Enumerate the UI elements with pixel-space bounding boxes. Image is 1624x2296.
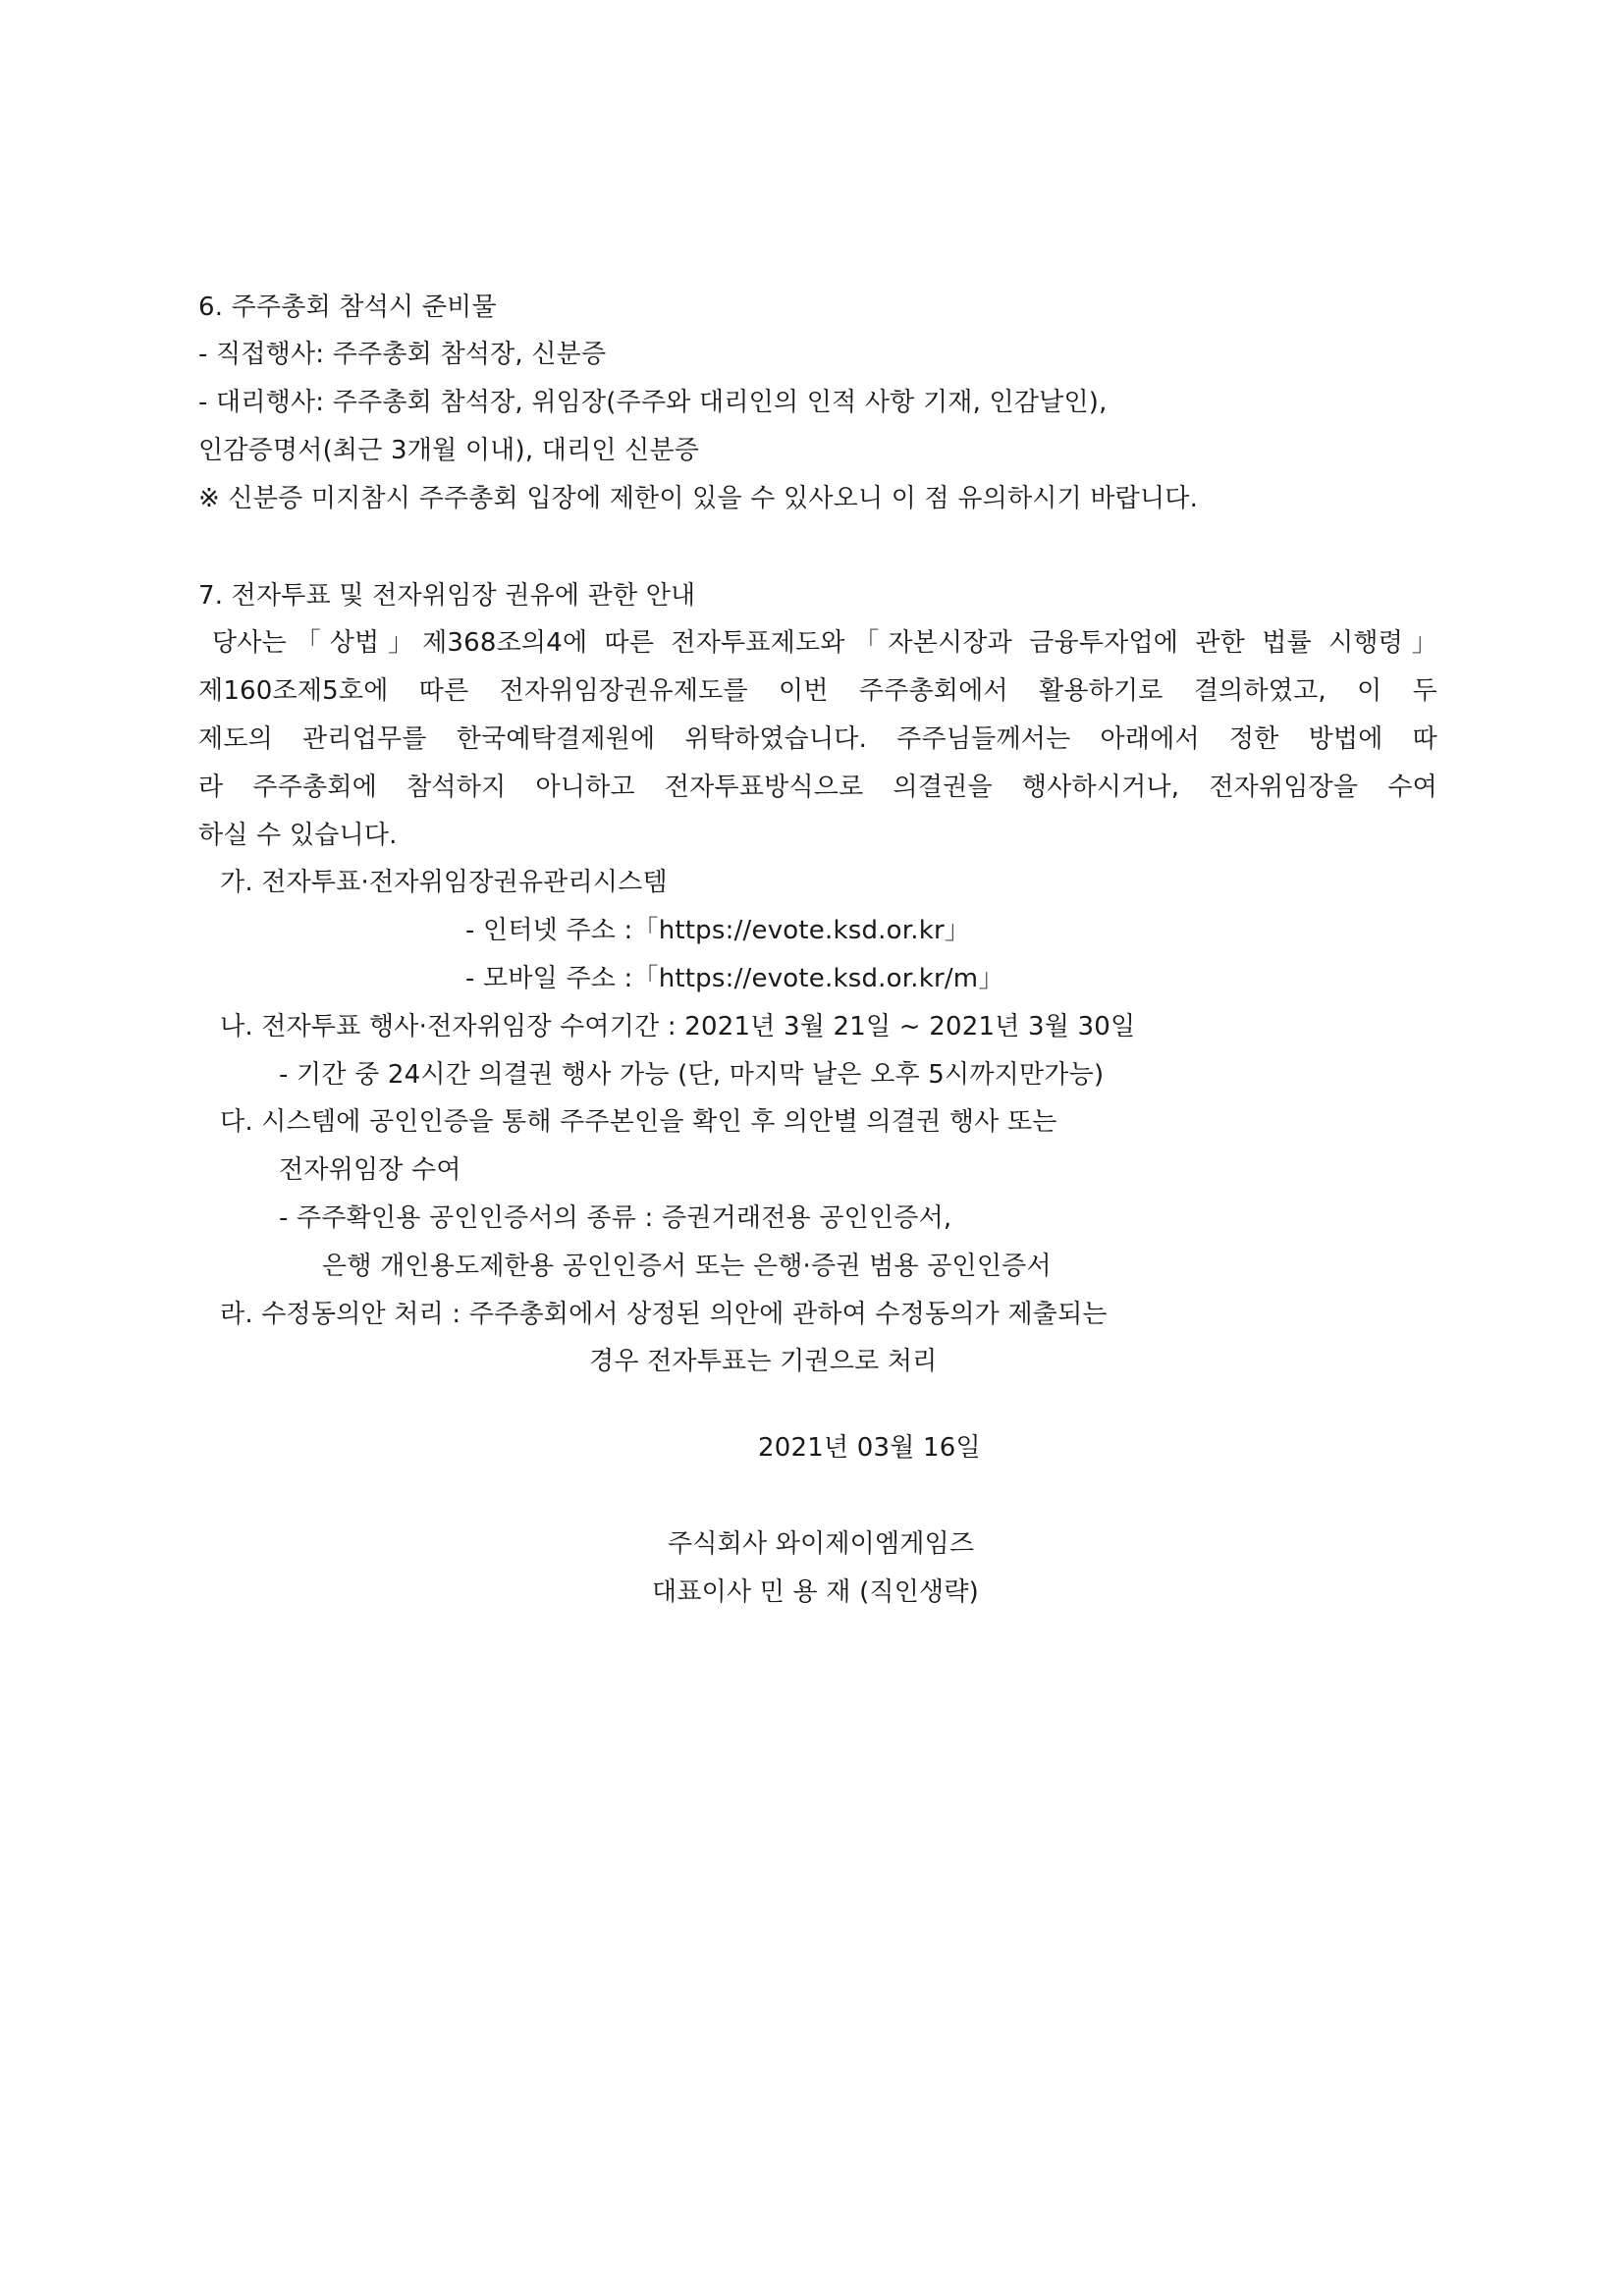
item-ra-line-1: 라. 수정동의안 처리 : 주주총회에서 상정된 의안에 관하여 수정동의가 제출되는 — [220, 1300, 1108, 1329]
proxy-exercise-line-1: - 대리행사: 주주총회 참석장, 위임장(주주와 대리인의 인적 사항 기재, 인감날인), — [198, 388, 1108, 417]
section-7-heading: 7. 전자투표 및 전자위임장 권유에 관한 안내 — [198, 581, 696, 611]
section-7-paragraph-line: 당사는「상법」제368조의4에 따른 전자투표제도와「자본시장과 금융투자업에 관한 법률 시행령」 — [212, 628, 1437, 658]
item-da-sub-2: 은행 개인용도제한용 공인인증서 또는 은행·증권 범용 공인인증서 — [322, 1252, 1052, 1281]
proxy-exercise-line-2: 인감증명서(최근 3개월 이내), 대리인 신분증 — [198, 436, 700, 465]
direct-exercise-line: - 직접행사: 주주총회 참석장, 신분증 — [198, 340, 607, 369]
ceo-signature: 대표이사 민 용 재 (직인생략) — [652, 1577, 980, 1607]
item-na: 나. 전자투표 행사·전자위임장 수여기간 : 2021년 3월 21일 ~ 2021년 3월 30일 — [220, 1012, 1136, 1041]
item-da-sub-1: - 주주확인용 공인인증서의 종류 : 증권거래전용 공인인증서, — [279, 1203, 952, 1233]
section-7-paragraph-line: 하실 수 있습니다. — [198, 821, 398, 850]
id-notice: ※ 신분증 미지참시 주주총회 입장에 제한이 있을 수 있사오니 이 점 유의하시기 바랍니다. — [198, 484, 1199, 513]
section-7-paragraph-line: 제160조제5호에 따른 전자위임장권유제도를 이번 주주총회에서 활용하기로 결의하였고, 이 두 — [198, 676, 1437, 706]
item-na-sub: - 기간 중 24시간 의결권 행사 가능 (단, 마지막 날은 오후 5시까지만가능) — [279, 1060, 1105, 1090]
item-ga: 가. 전자투표·전자위임장권유관리시스템 — [220, 868, 668, 897]
item-da-line-2: 전자위임장 수여 — [279, 1155, 461, 1185]
section-7-paragraph-line: 라 주주총회에 참석하지 아니하고 전자투표방식으로 의결권을 행사하시거나, 전자위임장을 수여 — [198, 773, 1437, 802]
section-7-paragraph-line: 제도의 관리업무를 한국예탁결제원에 위탁하였습니다. 주주님들께서는 아래에서 정한 방법에 따 — [198, 724, 1437, 754]
company-name: 주식회사 와이제이엠게임즈 — [668, 1529, 975, 1559]
item-da-line-1: 다. 시스템에 공인인증을 통해 주주본인을 확인 후 의안별 의결권 행사 또는 — [220, 1107, 1057, 1137]
section-6-heading: 6. 주주총회 참석시 준비물 — [198, 293, 497, 322]
item-ra-line-2: 경우 전자투표는 기권으로 처리 — [589, 1347, 938, 1376]
internet-address: - 인터넷 주소 :「https://evote.ksd.or.kr」 — [465, 916, 971, 945]
notice-date: 2021년 03월 16일 — [758, 1433, 981, 1463]
mobile-address: - 모바일 주소 :「https://evote.ksd.or.kr/m」 — [465, 964, 1004, 993]
